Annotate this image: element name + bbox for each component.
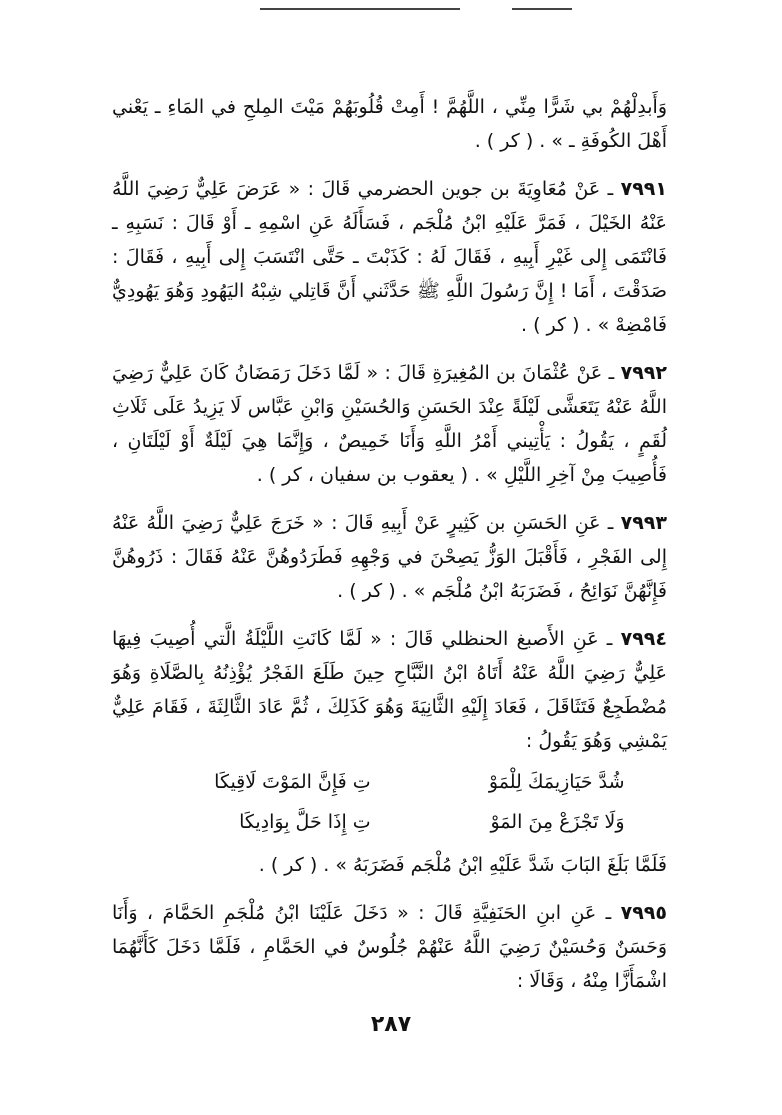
hadith-number: ٧٩٩٣ xyxy=(620,512,667,534)
hadith-text: ـ عَنِ الحَسَنِ بن كَثِيرٍ عَنْ أَبِيهِ قَالَ : « خَرَجَ عَلِيٌّ رَضِيَ اللَّهُ عَنْهُ إِلى الفَجْرِ ، فَأَقْبَلَ الوَزُّ يَصِحْنَ في وَجْهِهِ فَطَرَدُوهُنَّ عَنْهُ فَقَالَ : ذَرُوهُنَّ فَإِنَّهُنَّ نَوَائِحُ ، فَضَرَبَهُ ابْنُ مُلْجَم » . ( كر ) . xyxy=(112,512,667,602)
hemistich: تِ فَإِنَّ المَوْتَ لَاقِيكَا xyxy=(214,771,371,793)
verse-line xyxy=(155,802,625,842)
hadith-text: ـ عَنْ مُعَاوِيَةَ بن جوين الحضرمي قَالَ : « عَرَضَ عَلِيٌّ رَضِيَ اللَّهُ عَنْهُ الخَيْلَ ، فَمَرَّ عَلَيْهِ ابْنُ مُلْجَم ، فَسَأَلَهُ عَنِ اسْمِهِ ـ أَوْ قَالَ : نَسَبِهِ ـ فَانْتَمَى إِلى غَيْرِ أَبِيهِ ، فَقَالَ لَهُ : كَذَبْتَ ـ حَتَّى انْتَسَبَ إِلى أَبِيهِ ، فَقَالَ : صَدَقْتَ ، أَمَا ! إِنَّ رَسُولَ اللَّهِ ﷺ حَدَّثَني أَنَّ قَاتِلي شِبْهُ اليَهُودِ وَهُوَ يَهُودِيٌّ فَامْضِهْ » . ( كر ) . xyxy=(112,178,667,336)
hadith-7993 xyxy=(112,506,667,608)
page-number: ٢٨٧ xyxy=(370,1012,412,1037)
hadith-text: ـ عَنِ ابنِ الحَنَفِيَّةِ قَالَ : « دَخَلَ عَلَيْنَا ابْنُ مُلْجَمِ الحَمَّامَ ، وَأَنَا وَحَسَنٌ وَحُسَيْنٌ رَضِيَ اللَّهُ عَنْهُمْ جُلُوسٌ في الحَمَّامِ ، فَلَمَّا دَخَلَ كَأَنَّهُمَا اشْمَأَزَّا مِنْهُ ، وَقَالَا : xyxy=(112,902,667,992)
hadith-number: ٧٩٩٢ xyxy=(620,362,667,384)
rule-segment xyxy=(512,8,572,10)
hadith-7995 xyxy=(112,896,667,998)
hadith-7992 xyxy=(112,356,667,492)
hadith-number: ٧٩٩٥ xyxy=(620,902,667,924)
page-body xyxy=(112,90,667,1012)
verse-line xyxy=(155,762,625,802)
poem-verse xyxy=(155,762,625,842)
hadith-text: ـ عَنْ عُثْمَانَ بن المُغِيرَةِ قَالَ : « لَمَّا دَخَلَ رَمَضَانُ كَانَ عَلِيٌّ رَضِيَ اللَّهُ عَنْهُ يَتَعَشَّى لَيْلَةً عِنْدَ الحَسَنِ وَالحُسَيْنِ وَابْنِ عَبَّاس لَا يَزِيدُ عَلَى ثَلَاثِ لُقَمٍ ، يَقُولُ : يَأْتِيني أَمْرُ اللَّهِ وَأَنَا خَمِيصٌ ، وَإِنَّمَا هِيَ لَيْلَةٌ أَوْ لَيْلَتَانِ ، فَأُصِيبَ مِنْ آخِرِ اللَّيْلِ » . ( يعقوب بن سفيان ، كر ) . xyxy=(112,362,667,486)
paragraph-continuation xyxy=(112,90,667,158)
hadith-number: ٧٩٩٤ xyxy=(620,628,667,650)
hadith-7991 xyxy=(112,172,667,342)
hemistich: وَلَا تَجْزَعْ مِنَ المَوْ xyxy=(490,811,625,833)
top-rule xyxy=(0,8,782,10)
hadith-text: فَلَمَّا بَلَغَ البَابَ شَدَّ عَلَيْهِ ابْنُ مُلْجَم فَضَرَبَهُ » . ( كر ) . xyxy=(258,854,667,876)
rule-segment xyxy=(260,8,460,10)
hadith-7994 xyxy=(112,622,667,758)
hadith-7994-ending xyxy=(112,848,667,882)
hadith-number: ٧٩٩١ xyxy=(620,178,667,200)
hadith-text: ـ عَنِ الأَصبغ الحنظلي قَالَ : « لَمَّا كَانَتِ اللَّيْلَةُ الَّتي أُصِيبَ فِيهَا عَلِيٌّ رَضِيَ اللَّهُ عَنْهُ أَتَاهُ ابْنُ النَّبَّاحِ حِينَ طَلَعَ الفَجْرُ يُؤْذِنُهُ بِالصَّلَاةِ وَهُوَ مُضْطَجِعٌ فَتَثَاقَلَ ، فَعَادَ إِلَيْهِ الثَّانِيَةَ وَهُوَ كَذَلِكَ ، ثُمَّ عَادَ الثَّالِثَةَ ، فَقَامَ عَلِيٌّ يَمْشِي وَهُوَ يَقُولُ : xyxy=(112,628,667,752)
paragraph-text: وَأَبدِلْهُمْ بي شَرًّا مِنِّي ، اللَّهُمَّ ! أَمِتْ قُلُوبَهُمْ مَيْتَ المِلحِ في المَاءِ ـ يَعْني أَهْلَ الكُوفَةِ ـ » . ( كر ) . xyxy=(112,96,667,152)
hemistich: تِ إِذَا حَلَّ بِوَادِيكَا xyxy=(239,811,371,833)
hemistich: شُدَّ حَيَازِيمَكَ لِلْمَوْ xyxy=(488,771,625,793)
